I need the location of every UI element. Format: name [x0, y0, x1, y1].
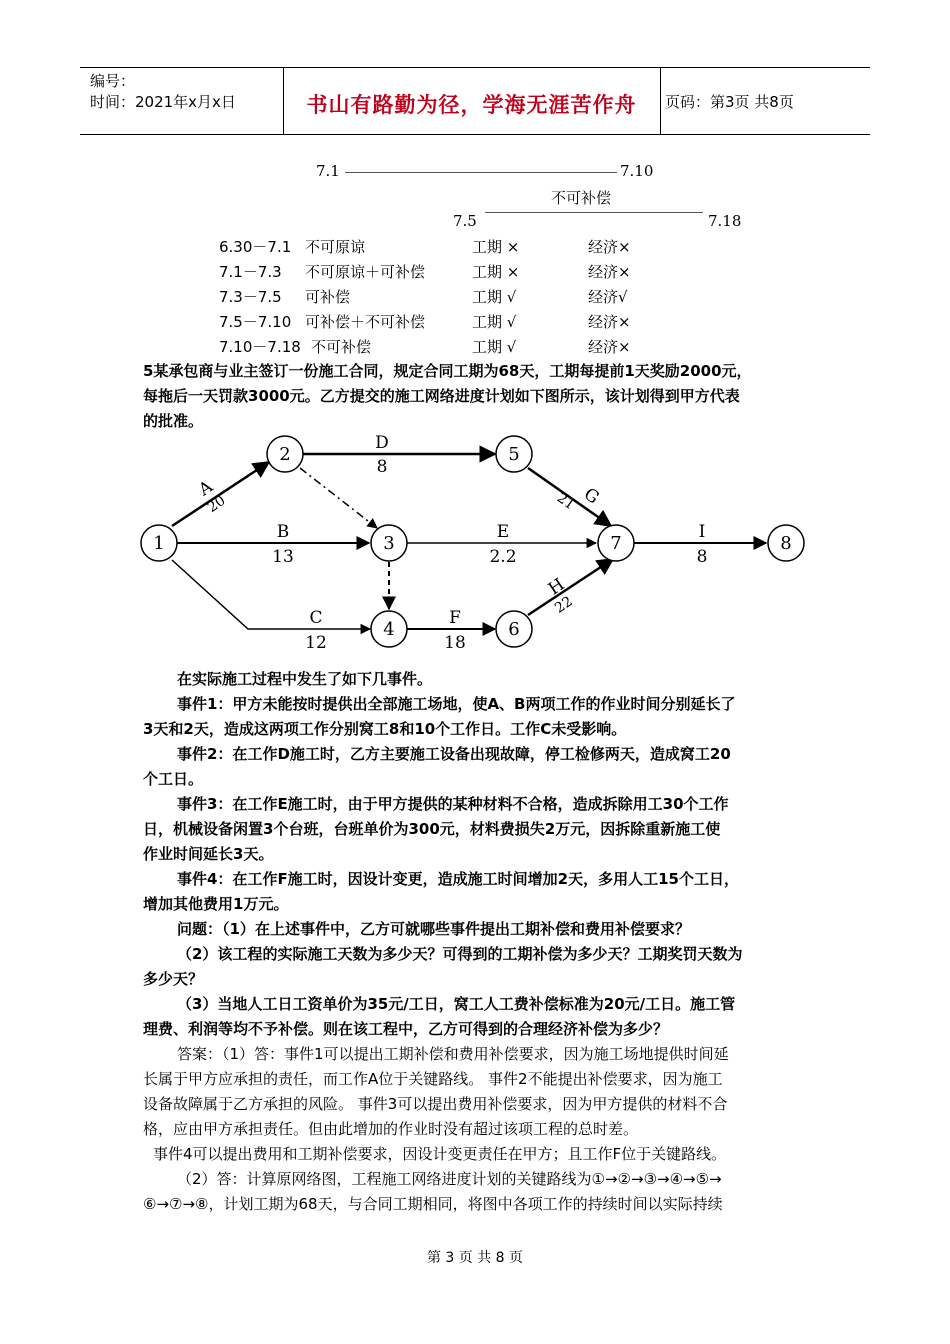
period-desc: 不可原谅＋可补偿	[305, 263, 426, 281]
events-section	[143, 667, 823, 1042]
question-2-line: （2）该工程的实际施工天数为多少天？可得到的工期补偿为多少天？工期奖罚天数为	[177, 945, 743, 963]
answer-1-line: 事件4可以提出费用和工期补偿要求，因设计变更责任在甲方；且工作F位于关键路线。	[153, 1145, 727, 1163]
activity-F-name: F	[449, 608, 461, 628]
period-range: 6.30－7.1	[219, 238, 292, 256]
event-4-line: 事件4：在工作F施工时，因设计变更，造成施工时间增加2天，多用人工15个工日，	[177, 870, 739, 888]
event-4-line: 增加其他费用1万元。	[143, 895, 289, 913]
answer-1-line: 答案：（1）答：事件1可以提出工期补偿和费用补偿要求，因为施工场地提供时间延	[177, 1045, 729, 1063]
activity-D-name: D	[375, 433, 389, 453]
node-label: 7	[610, 533, 622, 554]
period-duration: 工期 √	[472, 313, 517, 331]
header-time: 时间：2021年x月x日	[90, 93, 236, 111]
activity-C-name: C	[309, 608, 323, 628]
period-economic: 经济×	[588, 238, 631, 256]
question-2-line: 多少天？	[143, 970, 204, 988]
node-label: 6	[508, 619, 520, 640]
period-economic: 经济×	[588, 263, 631, 281]
activity-F-duration: 18	[444, 633, 466, 653]
period-economic: 经济×	[588, 338, 631, 356]
activity-C-duration: 12	[305, 633, 327, 653]
header-page-info: 页码：第3页 共8页	[665, 93, 794, 111]
activity-E-name: E	[496, 522, 510, 542]
question5-line: 的批准。	[143, 412, 204, 430]
events-intro: 在实际施工过程中发生了如下几事件。	[177, 670, 433, 688]
question5-line: 每拖后一天罚款3000元。乙方提交的施工网络进度计划如下图所示，该计划得到甲方代表	[143, 387, 740, 405]
activity-A-duration: 20	[204, 492, 229, 516]
answers-section	[143, 1042, 823, 1217]
period-desc: 不可原谅	[305, 238, 366, 256]
question-1: 问题：（1）在上述事件中，乙方可就哪些事件提出工期补偿和费用补偿要求？	[177, 920, 690, 938]
answer-1-line: 格，应由甲方承担责任。但由此增加的作业时没有超过该项工程的总时差。	[143, 1120, 639, 1138]
node-label: 5	[508, 444, 520, 465]
event-3-line: 作业时间延长3天。	[143, 845, 274, 863]
period-range: 7.1－7.3	[219, 263, 282, 281]
answer-1-line: 长属于甲方应承担的责任，而工作A位于关键路线。 事件2不能提出补偿要求，因为施工	[143, 1070, 723, 1088]
period-desc: 不可补偿	[311, 338, 372, 356]
period-range: 7.3－7.5	[219, 288, 282, 306]
timeline-row1-start: 7.1	[316, 162, 340, 180]
answer-2-line: （2）答：计算原网络图，工程施工网络进度计划的关键路线为①→②→③→④→⑤→	[177, 1170, 722, 1188]
activity-D-duration: 8	[376, 457, 388, 477]
answer-1-line: 设备故障属于乙方承担的风险。 事件3可以提出费用补偿要求，因为甲方提供的材料不合	[143, 1095, 728, 1113]
dummy-2-3-arrow	[300, 468, 377, 528]
period-economic: 经济×	[588, 313, 631, 331]
period-duration: 工期 ×	[472, 238, 520, 256]
event-3-line: 事件3：在工作E施工时，由于甲方提供的某种材料不合格，造成拆除用工30个工作	[177, 795, 729, 813]
period-desc: 可补偿＋不可补偿	[305, 313, 426, 331]
activity-A-arrow	[172, 462, 269, 526]
question-3-line: 理费、利润等均不予补偿。则在该工程中，乙方可得到的合理经济补偿为多少？	[143, 1020, 669, 1038]
header-number: 编号：	[90, 72, 136, 90]
node-label: 2	[279, 444, 291, 465]
timeline-row1-label: 不可补偿	[551, 189, 612, 207]
event-2-line: 事件2：在工作D施工时，乙方主要施工设备出现故障，停工检修两天，造成窝工20	[177, 745, 731, 763]
activity-G-duration: 21	[553, 489, 578, 514]
period-duration: 工期 ×	[472, 263, 520, 281]
activity-C-arrow	[172, 560, 370, 629]
node-label: 3	[383, 533, 395, 554]
event-2-line: 个工日。	[143, 770, 204, 788]
activity-H-duration: 22	[551, 593, 576, 617]
period-economic: 经济√	[588, 288, 628, 306]
period-desc: 可补偿	[305, 288, 351, 306]
timeline-row2-start: 7.5	[453, 212, 477, 230]
activity-H-name: H	[544, 574, 569, 600]
node-label: 8	[780, 533, 792, 554]
period-range: 7.5－7.10	[219, 313, 292, 331]
period-duration: 工期 √	[472, 288, 517, 306]
activity-I-duration: 8	[696, 547, 708, 567]
header-motto: 书山有路勤为径，学海无涯苦作舟	[306, 93, 637, 117]
event-1-line: 3天和2天，造成这两项工作分别窝工8和10个工作日。工作C未受影响。	[143, 720, 627, 738]
activity-B-duration: 13	[272, 547, 294, 567]
event-3-line: 日，机械设备闲置3个台班，台班单价为300元，材料费损失2万元，因拆除重新施工使	[143, 820, 721, 838]
activity-E-duration: 2.2	[489, 547, 517, 567]
node-label: 4	[383, 619, 395, 640]
timeline-row1-end: 7.10	[620, 162, 654, 180]
answer-2-line: ⑥→⑦→⑧，计划工期为68天，与合同工期相同，将图中各项工作的持续时间以实际持续	[143, 1195, 723, 1213]
activity-A-name: A	[195, 476, 217, 501]
timeline-row2-end: 7.18	[708, 212, 742, 230]
period-range: 7.10－7.18	[219, 338, 301, 356]
period-duration: 工期 √	[472, 338, 517, 356]
activity-G-name: G	[580, 484, 603, 509]
page-footer: 第 3 页 共 8 页	[426, 1250, 524, 1266]
activity-I-name: I	[698, 522, 706, 542]
question-3-line: （3）当地人工日工资单价为35元/工日，窝工人工费补偿标准为20元/工日。施工管	[177, 995, 736, 1013]
event-1-line: 事件1：甲方未能按时提供出全部施工场地，使A、B两项工作的作业时间分别延长了	[177, 695, 736, 713]
activity-B-name: B	[276, 522, 290, 542]
node-label: 1	[153, 533, 165, 554]
question5-line: 5某承包商与业主签订一份施工合同，规定合同工期为68天，工期每提前1天奖励2000元，	[143, 362, 752, 380]
